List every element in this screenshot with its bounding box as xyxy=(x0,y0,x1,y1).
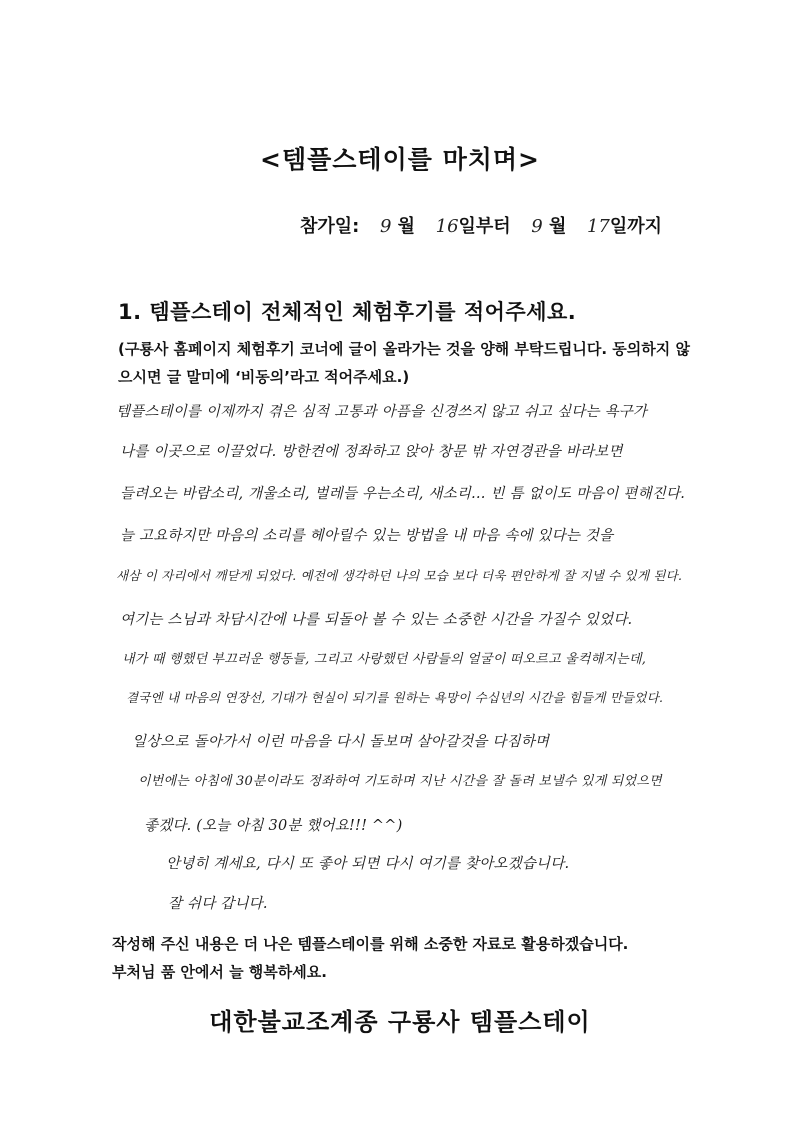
handwritten-line: 이번에는 아침에 30분이라도 정좌하여 기도하며 지난 시간을 잘 돌려 보낼수 있게 되었으면 xyxy=(138,774,662,789)
end-day-value: 17 xyxy=(586,216,610,237)
start-month-value: 9 xyxy=(379,216,392,237)
handwritten-line: 새삼 이 자리에서 깨닫게 되었다. 예전에 생각하던 나의 모습 보다 더욱 편안하게 잘 지낼 수 있게 된다. xyxy=(116,568,683,583)
closing-message xyxy=(112,930,712,986)
start-day-value: 16 xyxy=(435,216,459,237)
end-month-value: 9 xyxy=(531,216,543,237)
handwritten-line: 결국엔 내 마음의 연장선, 기대가 현실이 되기를 원하는 욕망이 수십년의 시간을 힘들게 만들었다. xyxy=(126,690,664,705)
handwritten-line: 들려오는 바람소리, 개울소리, 벌레들 우는소리, 새소리… 빈 틈 없이도 마음이 편해진다. xyxy=(120,486,686,502)
handwritten-line: 좋겠다. (오늘 아침 30분 했어요!!! ^^) xyxy=(144,818,403,834)
handwritten-line: 템플스테이를 이제까지 겪은 심적 고통과 아픔을 신경쓰지 않고 쉬고 싶다는 욕구가 xyxy=(116,404,648,420)
organization-name: 대한불교조계종 구룡사 템플스테이 xyxy=(209,1008,591,1036)
from-text: 일부터 xyxy=(458,216,511,237)
handwritten-line: 안녕히 계세요, 다시 또 좋아 되면 다시 여기를 찾아오겠습니다. xyxy=(166,856,570,872)
participation-dates xyxy=(300,212,662,238)
closing-line-2: 부처님 품 안에서 늘 행복하세요. xyxy=(112,963,327,981)
handwritten-line: 일상으로 돌아가서 이런 마음을 다시 돌보며 살아갈것을 다짐하며 xyxy=(132,734,550,750)
handwritten-line: 나를 이곳으로 이끌었다. 방한켠에 정좌하고 앉아 창문 밖 자연경관을 바라보면 xyxy=(120,444,623,460)
handwritten-line: 늘 고요하지만 마음의 소리를 헤아릴수 있는 방법을 내 마음 속에 있다는 것을 xyxy=(120,528,614,544)
question-note: (구룡사 홈페이지 체험후기 코너에 글이 올라가는 것을 양해 부탁드립니다. 동의하지 않으시면 글 말미에 ‘비동의’라고 적어주세요.) xyxy=(118,340,690,386)
page-title: <템플스테이를 마치며> xyxy=(260,145,540,174)
end-month-unit: 월 xyxy=(549,216,567,237)
handwritten-line: 잘 쉬다 갑니다. xyxy=(168,896,268,912)
handwritten-line: 내가 때 행했던 부끄러운 행동들, 그리고 사랑했던 사람들의 얼굴이 떠오르고 울컥해지는데, xyxy=(122,652,647,667)
participation-label: 참가일: xyxy=(300,216,360,237)
start-month-unit: 월 xyxy=(397,216,416,237)
closing-line-1: 작성해 주신 내용은 더 나은 템플스테이를 위해 소중한 자료로 활용하겠습니다. xyxy=(112,935,629,953)
until-text: 일까지 xyxy=(609,216,663,237)
handwritten-line: 여기는 스님과 차담시간에 나를 되돌아 볼 수 있는 소중한 시간을 가질수 있었다. xyxy=(120,612,633,628)
question-title: 1. 템플스테이 전체적인 체험후기를 적어주세요. xyxy=(118,300,577,324)
